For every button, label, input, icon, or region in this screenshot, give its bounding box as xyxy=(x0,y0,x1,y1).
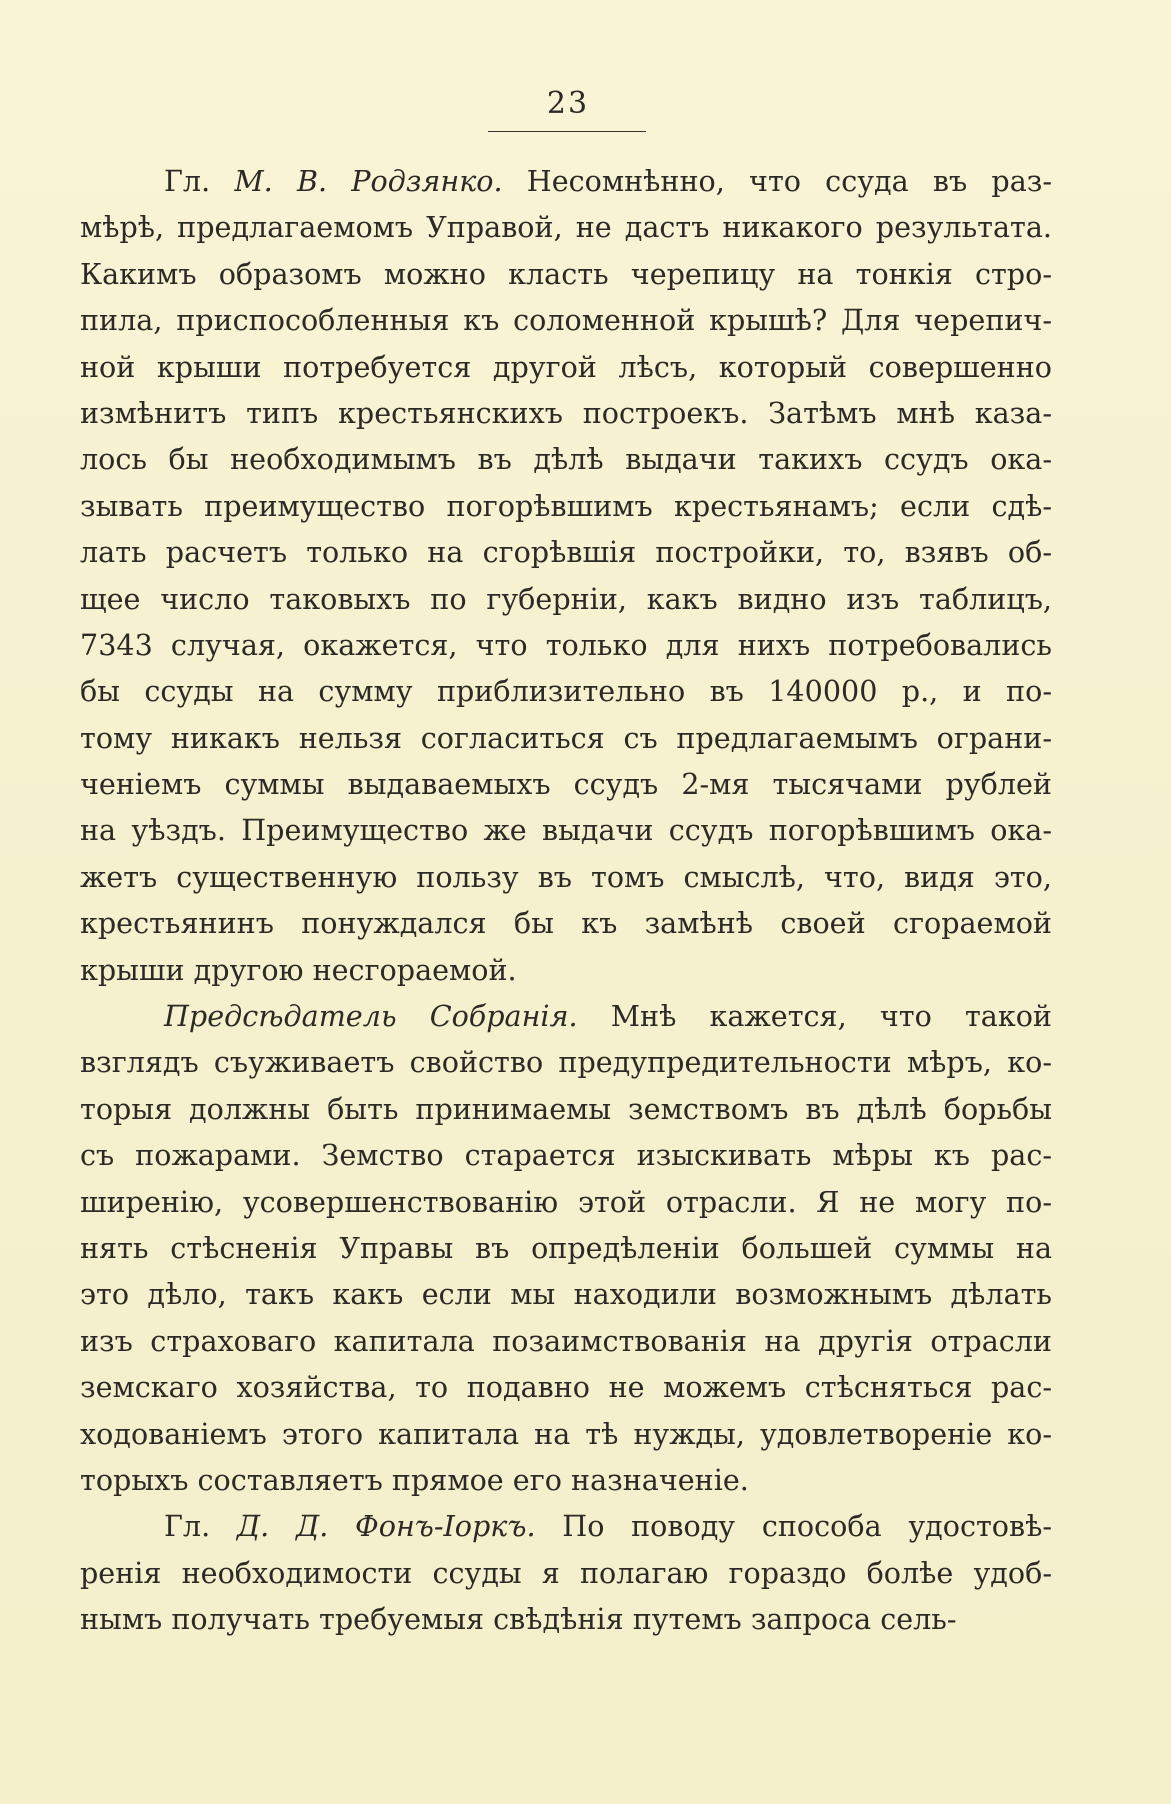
line-text: тому никакъ нельзя согласиться съ предлагаемымъ ограни- xyxy=(80,720,1052,755)
line-text: зывать преимущество погорѣвшимъ крестьянамъ; если сдѣ- xyxy=(80,488,1052,523)
text-line xyxy=(80,807,1052,853)
line-text: взглядъ съуживаетъ свойство предупредительности мѣръ, ко- xyxy=(80,1045,1052,1080)
text-line xyxy=(80,576,1052,622)
line-text: измѣнитъ типъ крестьянскихъ построекъ. Затѣмъ мнѣ каза- xyxy=(80,395,1052,430)
text-line xyxy=(80,1039,1052,1085)
text-line xyxy=(80,1457,1052,1503)
text-line xyxy=(80,204,1052,250)
line-text: жетъ существенную пользу въ томъ смыслѣ, что, видя это, xyxy=(80,859,1052,894)
text-line xyxy=(80,1411,1052,1457)
line-text: крестьянинъ понуждался бы къ замѣнѣ своей сгораемой xyxy=(80,906,1052,941)
text-line xyxy=(80,344,1052,390)
text-line xyxy=(80,900,1052,946)
text-line xyxy=(80,1225,1052,1271)
speaker-name: М. В. Родзянко. xyxy=(234,164,503,198)
line-text: Какимъ образомъ можно класть черепицу на тонкія стро- xyxy=(80,256,1052,291)
paragraph xyxy=(80,993,1052,1503)
line-text: мѣрѣ, предлагаемомъ Управой, не дастъ никакого результата. xyxy=(80,210,1052,245)
line-text: торыхъ составляетъ прямое его назначеніе. xyxy=(80,1462,749,1497)
header-rule xyxy=(488,131,646,132)
text-line xyxy=(80,1132,1052,1178)
line-text: съ пожарами. Земство старается изыскивать мѣры къ рас- xyxy=(80,1138,1052,1173)
line-text: Мнѣ кажется, что такой xyxy=(577,999,1052,1034)
text-line xyxy=(80,668,1052,714)
text-line xyxy=(80,715,1052,761)
text-line xyxy=(80,1318,1052,1364)
text-line xyxy=(80,297,1052,343)
line-text: щее число таковыхъ по губерніи, какъ видно изъ таблицъ, xyxy=(80,581,1052,616)
line-text: нять стѣсненія Управы въ опредѣленіи большей суммы на xyxy=(80,1230,1052,1265)
page-number: 23 xyxy=(546,86,590,121)
line-text: ходованіемъ этого капитала на тѣ нужды, удовлетвореніе ко- xyxy=(80,1416,1052,1451)
line-text: на уѣздъ. Преимущество же выдачи ссудъ погорѣвшимъ ока- xyxy=(80,813,1052,848)
line-text: ренія необходимости ссуды я полагаю гораздо болѣе удоб- xyxy=(80,1555,1052,1590)
line-text: ной крыши потребуется другой лѣсъ, который совершенно xyxy=(80,349,1052,384)
line-text: лать расчетъ только на сгорѣвшія постройки, то, взявъ об- xyxy=(80,535,1052,570)
line-text: это дѣло, такъ какъ если мы находили возможнымъ дѣлать xyxy=(80,1277,1052,1312)
text-line xyxy=(80,1271,1052,1317)
text-line xyxy=(80,436,1052,482)
line-text: пила, приспособленныя къ соломенной крышѣ? Для черепич- xyxy=(80,303,1052,338)
body-text xyxy=(80,158,1052,1643)
line-text: ширенію, усовершенствованію этой отрасли. Я не могу по- xyxy=(80,1184,1052,1219)
text-line xyxy=(80,251,1052,297)
paragraph xyxy=(80,1503,1052,1642)
text-line xyxy=(80,1503,1052,1549)
paragraph xyxy=(80,158,1052,993)
text-line xyxy=(80,158,1052,204)
text-line xyxy=(80,483,1052,529)
line-text: земскаго хозяйства, то подавно не можемъ стѣсняться рас- xyxy=(80,1370,1052,1405)
line-text: лось бы необходимымъ въ дѣлѣ выдачи такихъ ссудъ ока- xyxy=(80,442,1052,477)
text-line xyxy=(80,1179,1052,1225)
text-line xyxy=(80,1364,1052,1410)
text-line xyxy=(80,1550,1052,1596)
text-line xyxy=(80,1086,1052,1132)
text-line xyxy=(80,854,1052,900)
line-text: По поводу способа удостовѣ- xyxy=(535,1509,1053,1544)
text-line xyxy=(80,1596,1052,1642)
text-line xyxy=(80,947,1052,993)
text-line xyxy=(80,622,1052,668)
speaker-name: Предсѣдатель Собранія. xyxy=(164,999,578,1034)
line-text: изъ страховаго капитала позаимствованія на другія отрасли xyxy=(80,1323,1052,1358)
text-line xyxy=(80,761,1052,807)
text-line xyxy=(80,529,1052,575)
line-text: торыя должны быть принимаемы земствомъ въ дѣлѣ борьбы xyxy=(80,1091,1052,1126)
line-text: 7343 случая, окажется, что только для нихъ потребовались xyxy=(80,627,1052,662)
speaker-title: Гл. xyxy=(164,1509,237,1544)
text-line xyxy=(80,390,1052,436)
line-text: ченіемъ суммы выдаваемыхъ ссудъ 2-мя тысячами рублей xyxy=(80,767,1052,802)
line-text: нымъ получать требуемыя свѣдѣнія путемъ запроса сель- xyxy=(80,1602,957,1637)
line-text: крыши другою несгораемой. xyxy=(80,952,517,987)
text-line xyxy=(80,993,1052,1039)
line-text: Несомнѣнно, что ссуда въ раз- xyxy=(502,164,1052,198)
speaker-title: Гл. xyxy=(164,164,235,198)
speaker-name: Д. Д. Фонъ-Іоркъ. xyxy=(236,1509,536,1544)
line-text: бы ссуды на сумму приблизительно въ 140000 р., и по- xyxy=(80,674,1052,709)
